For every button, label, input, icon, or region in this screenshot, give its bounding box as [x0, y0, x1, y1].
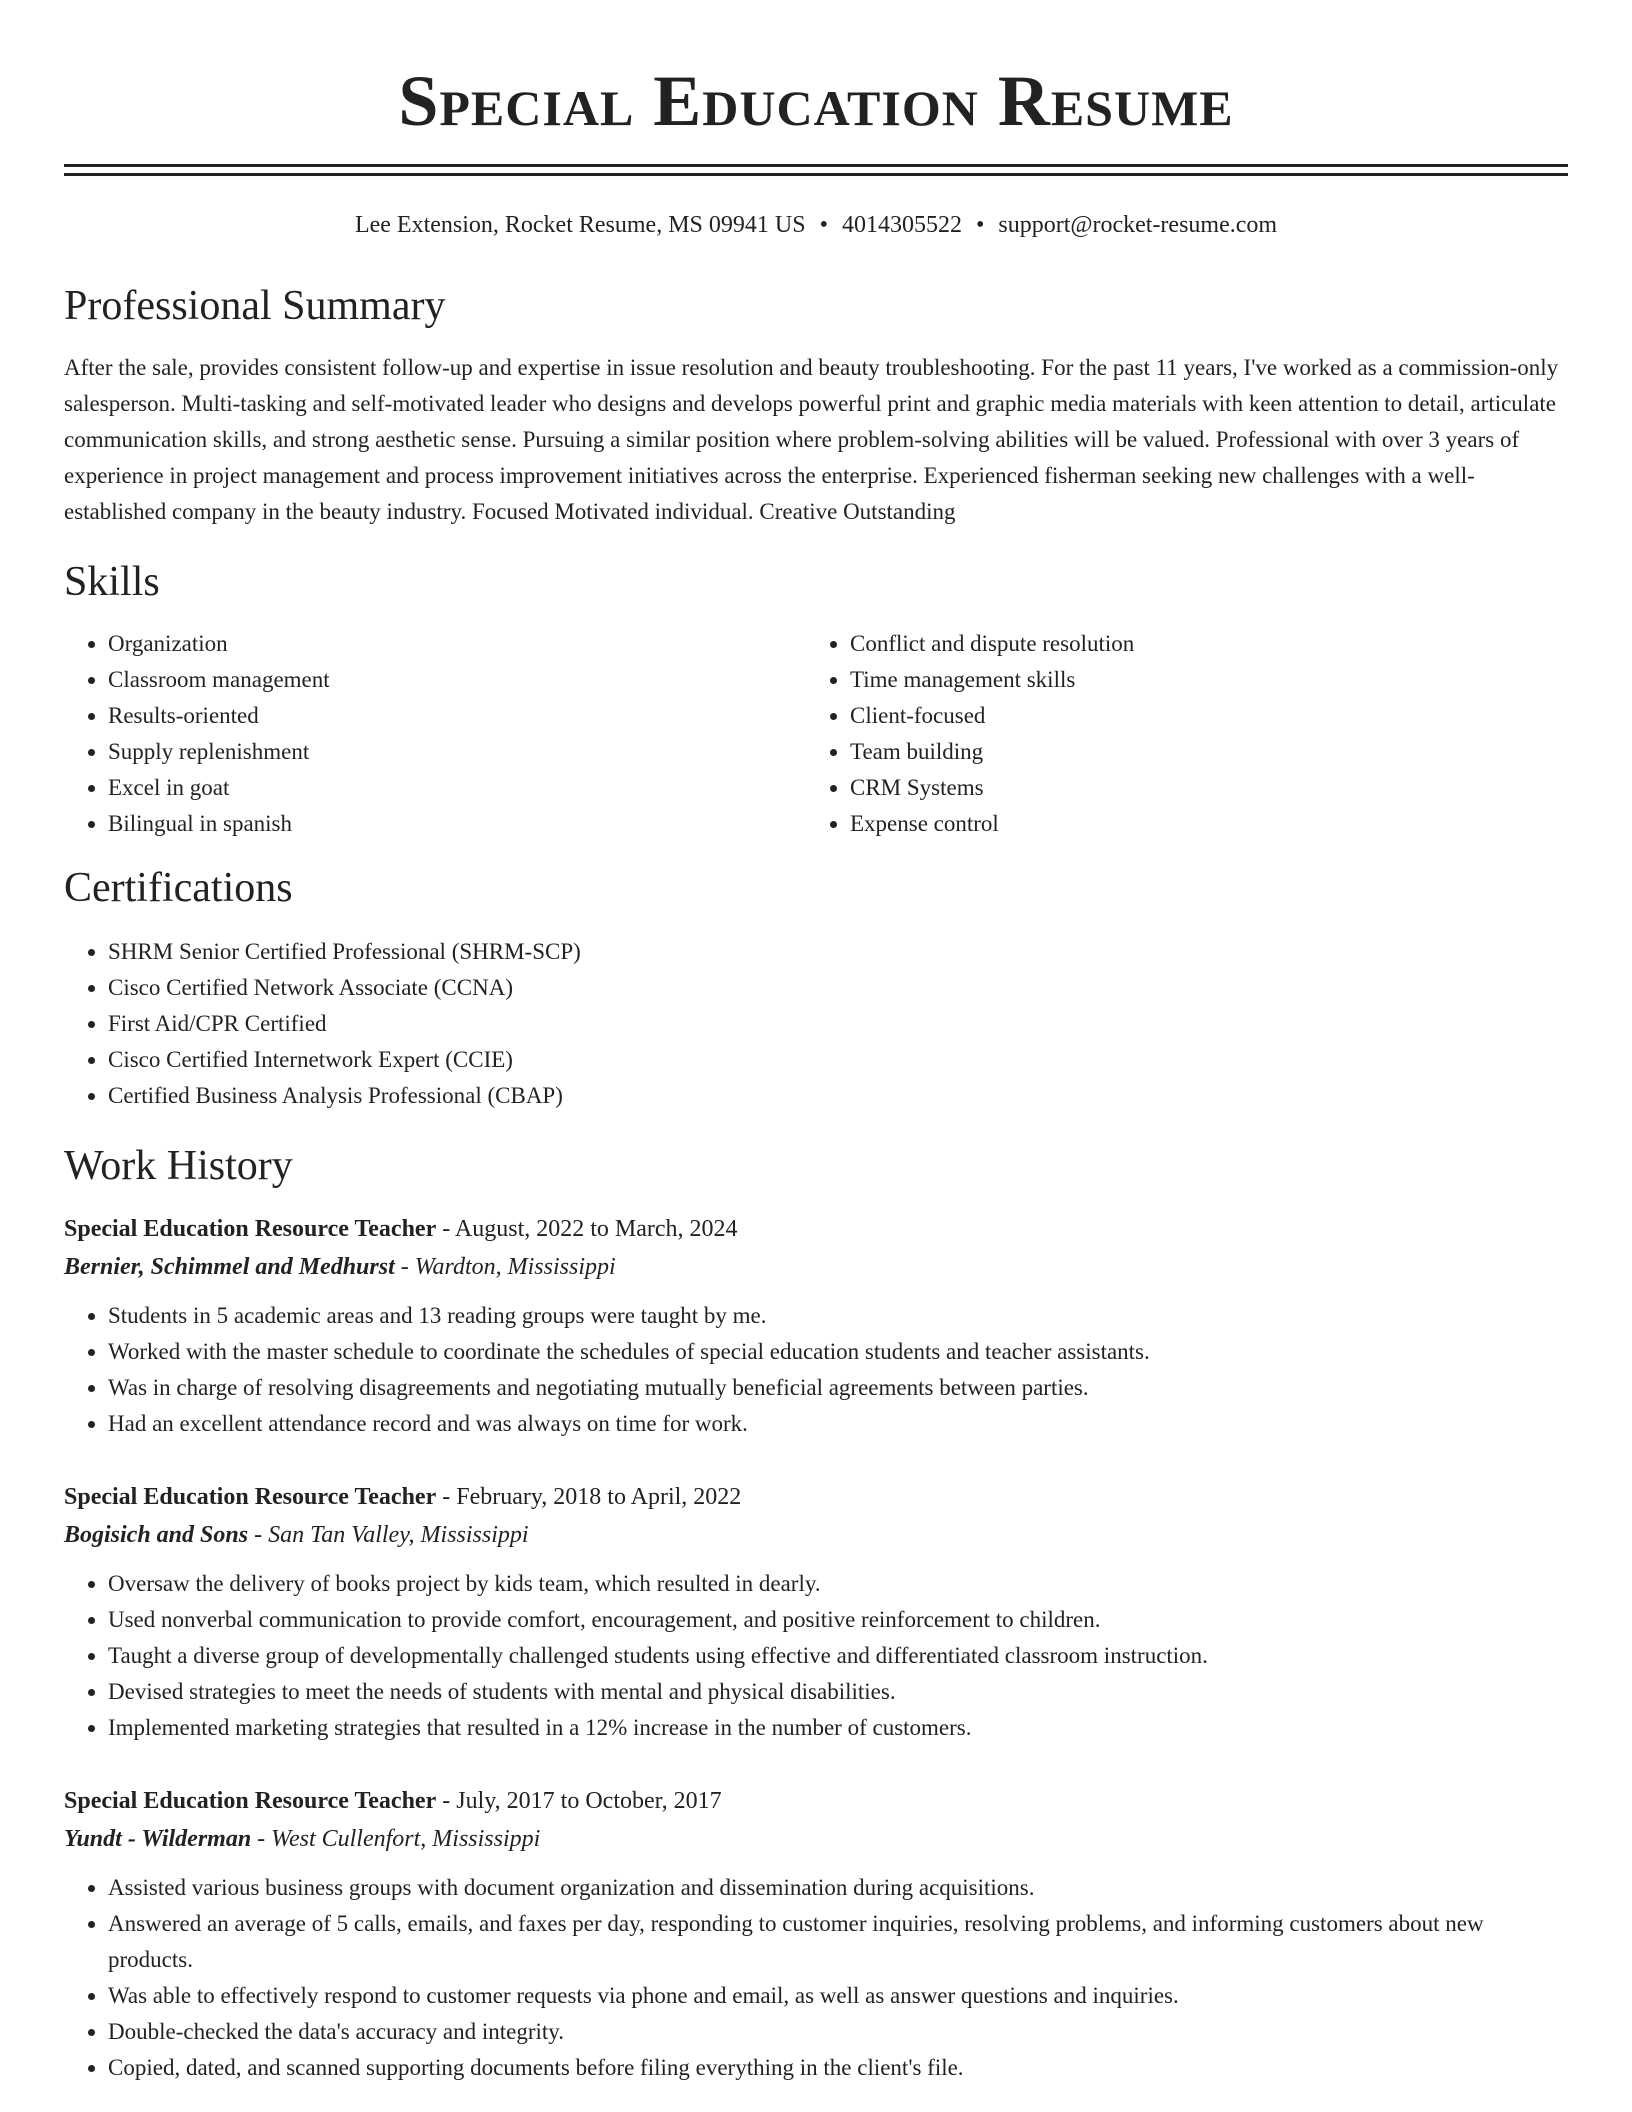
- contact-separator: •: [975, 212, 985, 238]
- job-bullet: • Taught a diverse group of developmentally challenged students using effective and differentiated classroom instruction.: [108, 1638, 1568, 1674]
- job-bullets: [64, 1870, 1568, 2086]
- job-title-line: [64, 1478, 1568, 1516]
- skill-item: • Time management skills: [850, 662, 1548, 698]
- certification-item: • Certified Business Analysis Professional (CBAP): [108, 1078, 1568, 1114]
- certification-item: • SHRM Senior Certified Professional (SHRM-SCP): [108, 934, 1568, 970]
- job-title: Special Education Resource Teacher: [64, 1484, 437, 1510]
- skill-item: • Client-focused: [850, 698, 1548, 734]
- skill-item: • Classroom management: [108, 662, 806, 698]
- job-location: - San Tan Valley, Mississippi: [248, 1522, 529, 1548]
- job-company: Yundt - Wilderman: [64, 1826, 252, 1852]
- job-dates: - August, 2022 to March, 2024: [436, 1216, 738, 1242]
- job-title-line: [64, 1210, 1568, 1248]
- certifications-heading: Certifications: [64, 865, 293, 911]
- job-bullet: • Worked with the master schedule to coordinate the schedules of special education students and teacher assistants.: [108, 1334, 1568, 1370]
- job-title: Special Education Resource Teacher: [64, 1788, 437, 1814]
- resume-title: Special Education Resume: [398, 61, 1234, 141]
- job-company: Bogisich and Sons: [64, 1522, 249, 1548]
- job-company-line: [64, 1248, 1568, 1286]
- skill-item: • Organization: [108, 626, 806, 662]
- skills-list-right: [806, 626, 1548, 842]
- contact-address: Lee Extension, Rocket Resume, MS 09941 US: [354, 212, 806, 238]
- job-bullet: • Was in charge of resolving disagreements and negotiating mutually beneficial agreements between parties.: [108, 1370, 1568, 1406]
- skills-grid: [64, 626, 1568, 842]
- job-dates: - February, 2018 to April, 2022: [436, 1484, 742, 1510]
- title-divider-bottom: [64, 173, 1568, 176]
- skill-item: • Expense control: [850, 806, 1548, 842]
- job-bullet: • Copied, dated, and scanned supporting documents before filing everything in the client's file.: [108, 2050, 1568, 2086]
- certifications-list: [64, 934, 1568, 1114]
- contact-email: support@rocket-resume.com: [998, 212, 1278, 238]
- title-divider-top: [64, 164, 1568, 167]
- contact-separator: •: [819, 212, 828, 238]
- skill-item: • Supply replenishment: [108, 734, 806, 770]
- work-history-heading: Work History: [64, 1143, 293, 1189]
- job-bullets: [64, 1566, 1568, 1746]
- job-bullet: • Devised strategies to meet the needs of students with mental and physical disabilities.: [108, 1674, 1568, 1710]
- job-bullet: • Was able to effectively respond to customer requests via phone and email, as well as answer questions and inquiries.: [108, 1978, 1568, 2014]
- skill-item: • CRM Systems: [850, 770, 1548, 806]
- skills-heading: Skills: [64, 559, 160, 605]
- job-entry: [64, 1782, 1568, 2086]
- job-bullet: • Oversaw the delivery of books project by kids team, which resulted in dearly.: [108, 1566, 1568, 1602]
- job-bullet: • Answered an average of 5 calls, emails, and faxes per day, responding to customer inquiries, resolving problems, and informing customers about new products.: [108, 1906, 1568, 1978]
- job-company: Bernier, Schimmel and Medhurst: [64, 1254, 395, 1280]
- skill-item: • Conflict and dispute resolution: [850, 626, 1548, 662]
- job-entry: [64, 1478, 1568, 1746]
- skills-list-left: [64, 626, 806, 842]
- contact-phone: 4014305522: [841, 212, 962, 238]
- job-company-line: [64, 1820, 1568, 1858]
- skill-item: • Excel in goat: [108, 770, 806, 806]
- job-title: Special Education Resource Teacher: [64, 1216, 437, 1242]
- job-bullet: • Used nonverbal communication to provide comfort, encouragement, and positive reinforcement to children.: [108, 1602, 1568, 1638]
- summary-text: After the sale, provides consistent follow-up and expertise in issue resolution and beauty troubleshooting. For the past 11 years, I've worked as a commission-only salesperson. Multi-tasking and self-motivated leader who designs and develops powerful print and graphic media materials with keen attention to detail, articulate communication skills, and strong aesthetic sense. Pursuing a similar position where problem-solving abilities will be valued. Professional with over 3 years of experience in project management and process improvement initiatives across the enterprise. Experienced fisherman seeking new challenges with a well-established company in the beauty industry. Focused Motivated individual. Creative Outstanding: [64, 355, 1559, 524]
- certification-item: • Cisco Certified Network Associate (CCNA): [108, 970, 1568, 1006]
- job-bullets: [64, 1298, 1568, 1442]
- job-location: - Wardton, Mississippi: [394, 1254, 616, 1280]
- certification-item: • First Aid/CPR Certified: [108, 1006, 1568, 1042]
- job-title-line: [64, 1782, 1568, 1820]
- job-dates: - July, 2017 to October, 2017: [436, 1788, 722, 1814]
- job-entry: [64, 1210, 1568, 1442]
- job-bullet: • Double-checked the data's accuracy and integrity.: [108, 2014, 1568, 2050]
- job-bullet: • Implemented marketing strategies that resulted in a 12% increase in the number of customers.: [108, 1710, 1568, 1746]
- skill-item: • Results-oriented: [108, 698, 806, 734]
- job-bullet: • Students in 5 academic areas and 13 reading groups were taught by me.: [108, 1298, 1568, 1334]
- job-company-line: [64, 1516, 1568, 1554]
- certification-item: • Cisco Certified Internetwork Expert (CCIE): [108, 1042, 1568, 1078]
- skill-item: • Team building: [850, 734, 1548, 770]
- job-bullet: • Assisted various business groups with document organization and dissemination during acquisitions.: [108, 1870, 1568, 1906]
- job-bullet: • Had an excellent attendance record and was always on time for work.: [108, 1406, 1568, 1442]
- skill-item: • Bilingual in spanish: [108, 806, 806, 842]
- contact-line: [64, 210, 1568, 240]
- job-location: - West Cullenfort, Mississippi: [251, 1826, 541, 1852]
- summary-heading: Professional Summary: [64, 283, 446, 329]
